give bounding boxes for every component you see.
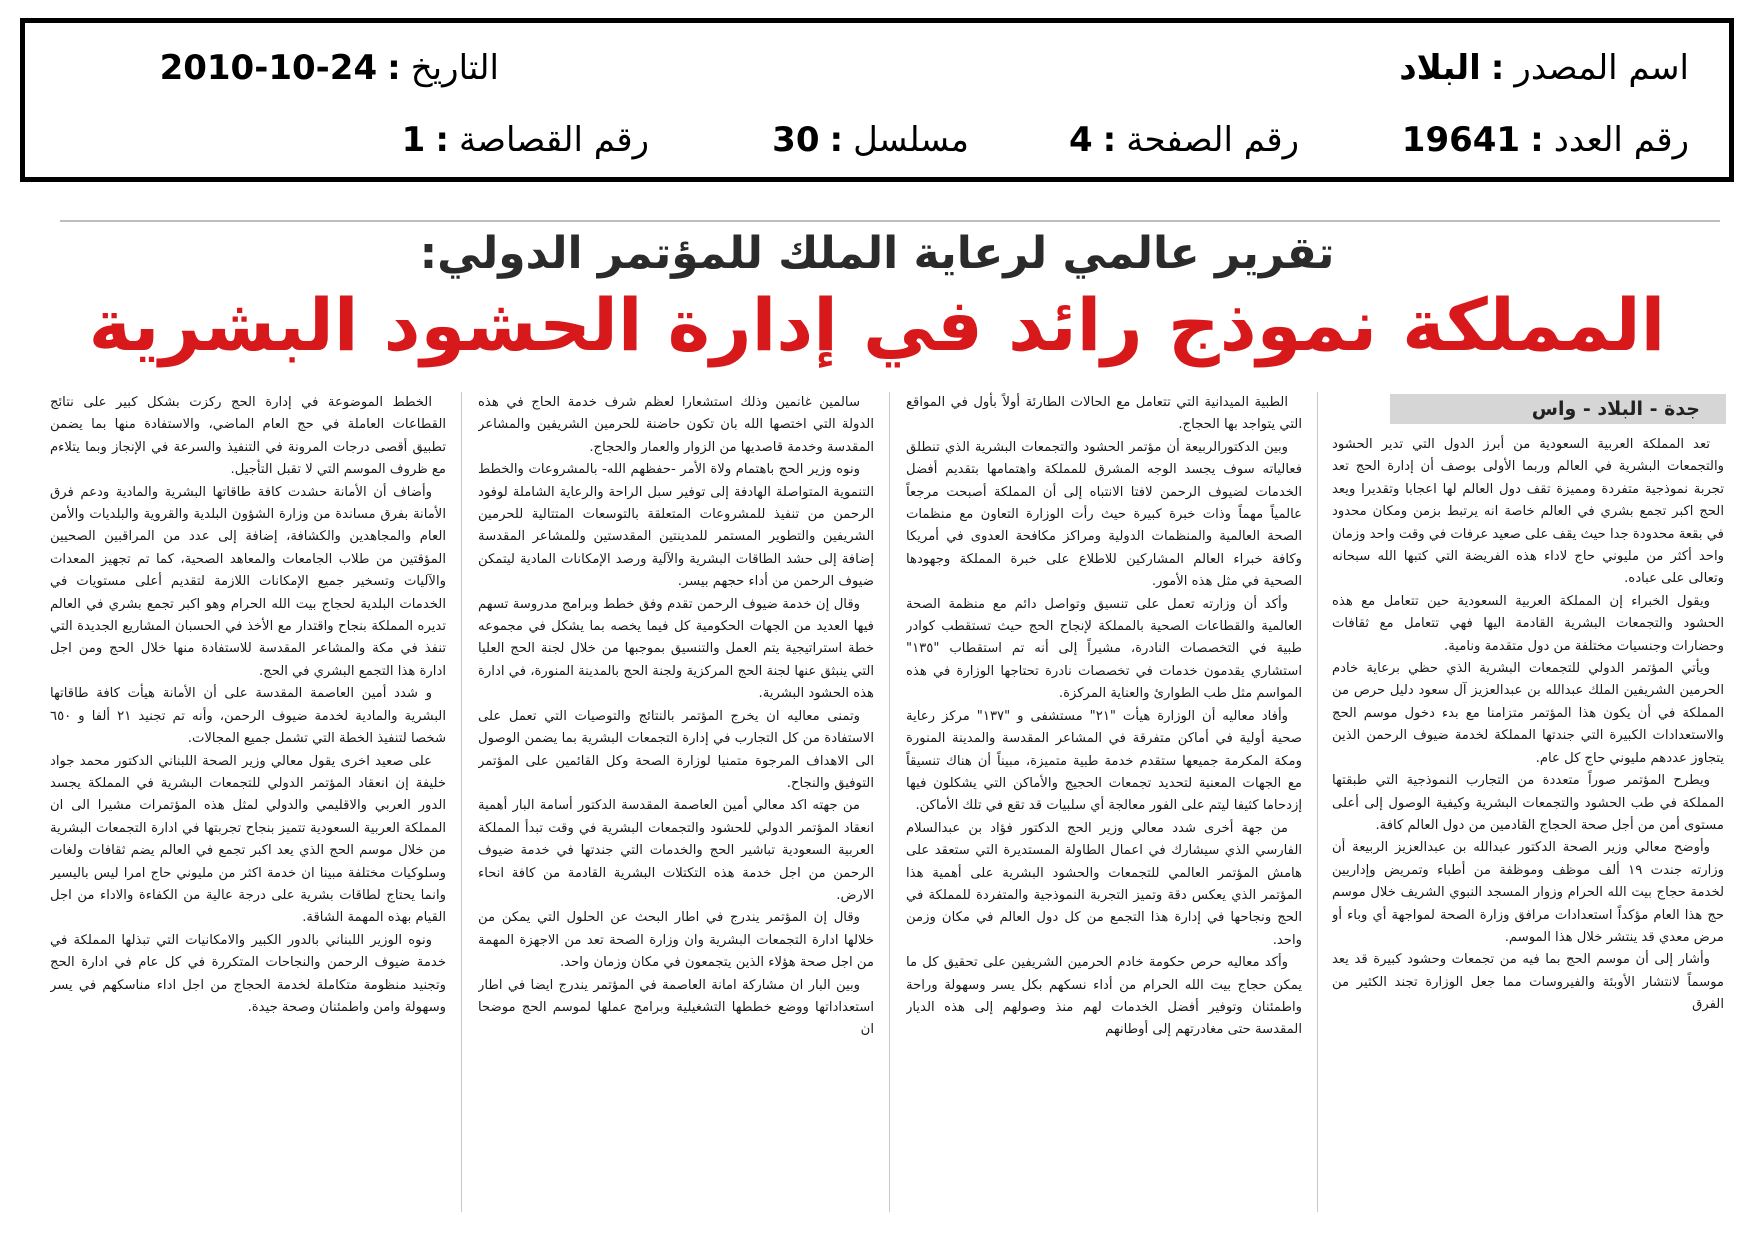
column-divider [889,392,890,1212]
article-paragraph: وتمنى معاليه ان يخرج المؤتمر بالنتائج والتوصيات التي تعمل على الاستفادة من كل التجارب في إدارة التجمعات البشرية بما يضمن الوصول الى الاهداف المرجوة متمنيا لوزارة الصحة وكل القائمين على المؤتمر التوفيق والنجاح. [478,708,874,791]
serial-value: 30 [772,120,820,160]
page-value: 4 [1068,120,1093,160]
article-paragraph: وأفاد معاليه أن الوزارة هيأت "٢١" مستشفى و "١٣٧" مركز رعاية صحية أولية في أماكن متفرقة في المشاعر المقدسة والمدينة المنورة ومكة المكرمة جميعها ستقدم خدمة طبية متميزة، مبيناً أن هناك تنسيقاً مع الجهات المعنية لتحديد تجمعات الحجيج والأماكن التي يشكلون فيها إزدحاما كثيفا ليتم على الفور معالجة أي سلبيات قد تقع في تلك الأماكن. [906,708,1302,814]
article-paragraph: ويأتي المؤتمر الدولي للتجمعات البشرية الذي حظي برعاية خادم الحرمين الشريفين الملك عبدالله بن عبدالعزيز آل سعود دليل حرص من المملكة في أن يكون هذا المؤتمر متزامنا مع بدء دخول موسم الحج والاستعدادات الكبيرة التي جندتها المملكة لخدمة ضيوف الرحمن الذين يتجاوز عددهم مليوني حاج كل عام. [1332,661,1724,766]
article-paragraph: وقال إن خدمة ضيوف الرحمن تقدم وفق خطط وبرامج مدروسة تسهم فيها العديد من الجهات الحكومية كل فيما يخصه بما يشكل في مجموعه خطة استراتيجية يتم العمل والتنسيق بموجبها من خلال لجنة الحج العليا التي ينبثق عنها لجنة الحج المركزية ولجنة الحج بالمدينة المنورة، في ادارة هذه الحشود البشرية. [478,596,874,702]
page-label: رقم الصفحة [1126,120,1299,160]
issue-field [1401,120,1689,160]
clipping-metadata-box [20,18,1734,182]
clip-number-separator: : [435,120,449,160]
serial-separator: : [829,120,844,160]
clip-number-value: 1 [401,120,426,160]
article-paragraph: وأكد أن وزارته تعمل على تنسيق وتواصل دائم مع منظمة الصحة العالمية والقطاعات الصحية بالمملكة لإنجاح الحج حيث تستقطب كوادر طبية في التخصصات النادرة، مشيراً إلى أنه تم استقطاب "١٣٥" استشاري يقدمون خدمات في تخصصات نادرة تحتاجها الوزارة في هذه المواسم مثل طب الطوارئ والعناية المركزة. [906,596,1302,702]
article-paragraph: ونوه الوزير اللبناني بالدور الكبير والامكانيات التي تبذلها المملكة في خدمة ضيوف الرحمن والنجاحات المتكررة في كل عام في ادارة الحج وتجنيد منظومة متكاملة لخدمة الحجاج من اجل اداء مناسكهم في يسر وسهولة وامن واطمئنان وصحة جيدة. [50,932,446,1015]
article-paragraph: وقال إن المؤتمر يندرج في اطار البحث عن الحلول التي يمكن من خلالها ادارة التجمعات البشرية وان وزارة الصحة تعد من الاجهزة المهمة من اجل صحة هؤلاء الذين يتجمعون في مكان وزمان واحد. [478,910,874,971]
article-paragraph: ويقول الخبراء إن المملكة العربية السعودية حين تتعامل مع هذه الحشود والتجمعات البشرية القادمة اليها فهي تتعامل مع ثقافات وحضارات وجنسيات مختلفة من دول متقدمة ونامية. [1332,593,1724,654]
article-headline: المملكة نموذج رائد في إدارة الحشود البشرية [88,283,1666,367]
page-separator: : [1102,120,1117,160]
article-paragraph: وأضاف أن الأمانة حشدت كافة طاقاتها البشرية والمادية ودعم فرق الأمانة بفرق مساندة من وزارة الشؤون البلدية والقروية والبلديات والأمن العام والمجاهدين والكشافة، إضافة إلى عدد من المراقبين الصحيين المؤقتين من طلاب الجامعات والمعاهد الصحية، كما تم تجهيز المعدات والآليات وتسخير جميع الإمكانات اللازمة لتقديم أعلى مستويات في الخدمات البلدية لحجاج بيت الله الحرام وهو اكبر تجمع بشري في العالم تديره المملكة بنجاح واقتدار مع الأخذ في الحسبان المشاريع الجديدة التي تنفذ في مكة والمشاعر المقدسة للاستفادة منها خلال الحج ومن اجل ادارة هذا التجمع البشري في الحج. [50,484,446,679]
article-column-1 [1332,434,1724,1214]
article-paragraph: وأكد معاليه حرص حكومة خادم الحرمين الشريفين على تحقيق كل ما يمكن حجاج بيت الله الحرام من أداء نسكهم بكل يسر وسهولة وراحة واطمئنان وتوفير أفضل الخدمات لهم منذ وصولهم إلى هذه الديار المقدسة حتى مغادرتهم إلى أوطانهم [906,955,1302,1038]
serial-label: مسلسل [853,120,969,160]
column-divider [461,392,462,1212]
article-kicker: تقرير عالمي لرعاية الملك للمؤتمر الدولي: [419,228,1335,279]
source-value: البلاد [1399,48,1481,88]
article-byline: جدة - البلاد - واس [1390,394,1726,424]
article-paragraph: ويطرح المؤتمر صوراً متعددة من التجارب النموذجية التي طبقتها المملكة في طب الحشود والتجمعات البشرية وكيفية الوصول إلى أعلى مستوى أمن من أجل صحة الحجاج القادمين من دول العالم كافة. [1332,773,1724,833]
article-paragraph: سالمين غانمين وذلك استشعارا لعظم شرف خدمة الحاج في هذه الدولة التي اختصها الله بان تكون حاضنة للحرمين الشريفين والمشاعر المقدسة وخدمة قاصديها من الزوار والعمار والحجاج. [478,395,874,455]
clip-number-field [401,120,649,160]
article-paragraph: الطبية الميدانية التي تتعامل مع الحالات الطارئة أولاً بأول في المواقع التي يتواجد بها الحجاج. [906,395,1302,433]
issue-label: رقم العدد [1553,120,1689,160]
article-paragraph: من جهة أخرى شدد معالي وزير الحج الدكتور فؤاد بن عبدالسلام الفارسي الذي سيشارك في اعمال الطاولة المستديرة التي ستعقد على هامش المؤتمر العالمي للتجمعات والحشود البشرية على أهمية هذا المؤتمر الذي يعكس دقة وتميز التجربة النموذجية والمتفردة للمملكة في الحج ونجاحها في إدارة هذا التجمع من كل دول العالم في مكان وزمن واحد. [906,820,1302,948]
source-separator: : [1490,48,1505,88]
article-column-2 [906,392,1302,1214]
column-divider [1317,392,1318,1212]
article-paragraph: وبين الدكتورالربيعة أن مؤتمر الحشود والتجمعات البشرية الذي تنطلق فعالياته سوف يجسد الوجه المشرق للمملكة واهتمامها بتقديم أفضل الخدمات لضيوف الرحمن لافتا الانتباه إلى أن المملكة أصبحت مرجعاً عالمياً مهماً وذات خبرة كبيرة حيث رأت الوزارة التعاون مع منظمات الصحة العالمية والمنظمات الدولية ومراكز مكافحة العدوى في أمريكا وكافة خبراء العالم المشاركين للاطلاع على خبرة المملكة وجهودها الصحية في مثل هذه الأمور. [906,439,1302,590]
date-field [159,48,499,88]
article-paragraph: من جهته اكد معالي أمين العاصمة المقدسة الدكتور أسامة البار أهمية انعقاد المؤتمر الدولي للحشود والتجمعات البشرية في وقت تبدأ المملكة العربية السعودية تباشير الحج والخدمات التي جندتها في خدمة ضيوف الرحمن من اجل خدمة هذه التكتلات البشرية القادمة من كافة انحاء الارض. [478,798,874,903]
date-value: 24-10-2010 [159,48,378,88]
date-separator: : [387,48,401,88]
article-paragraph: وأوضح معالي وزير الصحة الدكتور عبدالله بن عبدالعزيز الربيعة أن وزارته جندت ١٩ ألف موظف وموظفة من أطباء وتمريض وإداريين لخدمة حجاج بيت الله الحرام وزوار المسجد النبوي الشريف خلال موسم حج هذا العام مؤكداً استعدادات مرافق وزارة الصحة لمواجهة أي وباء أو مرض معدي قد ينتشر خلال هذا الموسم. [1332,840,1724,945]
article-paragraph: وأشار إلى أن موسم الحج بما فيه من تجمعات وحشود كبيرة قد يعد موسماً لانتشار الأوبئة والفيروسات مما جعل الوزارة تجند الكثير من الفرق [1332,952,1724,1013]
issue-separator: : [1530,120,1544,160]
article-paragraph: الخطط الموضوعة في إدارة الحج ركزت بشكل كبير على نتائج القطاعات العاملة في حج العام الماضي، والاستفادة منها بما يضمن تطبيق أقصى درجات المرونة في التنفيذ والسرعة في الإنجاز وبما يتلاءم مع ظروف الموسم التي لا تقبل التأجيل. [50,395,446,478]
source-field [1399,48,1689,88]
article-paragraph: تعد المملكة العربية السعودية من أبرز الدول التي تدير الحشود والتجمعات البشرية في العالم وربما الأولى بوصف أن إدارة الحج تعد تجربة نموذجية متفردة ومميزة تقف دول العالم لها اعجابا وتقديرا ويعد الحج اكبر تجمع بشري في العالم خاصة انه يرتبط بزمن ومكان محدود في بقعة محدودة جدا حيث يقف على صعيد عرفات في وقت واحد وزمان واحد أكثر من مليوني حاج لاداء هذه الفريضة التي كتبها الله سبحانه وتعالى على عباده. [1332,437,1724,587]
issue-value: 19641 [1401,120,1521,160]
clip-number-label: رقم القصاصة [458,120,649,160]
article-column-4 [50,392,446,1214]
page-field [1068,120,1299,160]
date-label: التاريخ [410,48,499,88]
article-paragraph: ونوه وزير الحج باهتمام ولاة الأمر -حفظهم الله- بالمشروعات والخطط التنموية المتواصلة الهادفة إلى توفير سبل الراحة والرعاية الشاملة لوفود الرحمن من تنفيذ للمشروعات المتعلقة بالتوسعات المتتالية للحرمين الشريفين والتطوير المستمر للمدينتين المقدستين وللمشاعر المقدسة إضافة إلى حشد الطاقات البشرية والآلية ورصد الإمكانات المادية ليتمكن ضيوف الرحمن من أداء حجهم بيسر. [478,462,874,590]
article-top-rule [60,220,1720,222]
article-paragraph: وبين البار ان مشاركة امانة العاصمة في المؤتمر يندرج ايضا في اطار استعداداتها ووضع خططها التشغيلية وبرامج عملها لموسم الحج موضحا ان [478,977,874,1038]
article-paragraph: على صعيد اخرى يقول معالي وزير الصحة اللبناني الدكتور محمد جواد خليفة إن انعقاد المؤتمر الدولي للتجمعات البشرية في المملكة يجسد الدور العربي والاقليمي والدولي لمثل هذه المؤتمرات مشيرا الى ان المملكة العربية السعودية تتميز بنجاح تجربتها في ادارة التجمعات البشرية من خلال موسم الحج الذي يعد اكبر تجمع في العالم يضم ثقافات ولغات وسلوكيات مختلفة مبينا ان خدمة اكثر من مليوني حاج امرا ليس باليسير وانما يحتاج لطاقات بشرية على درجة عالية من الكفاءة والاداء من اجل القيام بهذه المهمة الشاقة. [50,753,446,926]
serial-field [772,120,969,160]
article-paragraph: و شدد أمين العاصمة المقدسة على أن الأمانة هيأت كافة طاقاتها البشرية والمادية لخدمة ضيوف الرحمن، وأنه تم تجنيد ٢١ ألفا و ٦٥٠ شخصا لتنفيذ الخطة التي تشمل جميع المجالات. [50,686,446,747]
source-label: اسم المصدر [1514,48,1689,88]
article-column-3 [478,392,874,1214]
